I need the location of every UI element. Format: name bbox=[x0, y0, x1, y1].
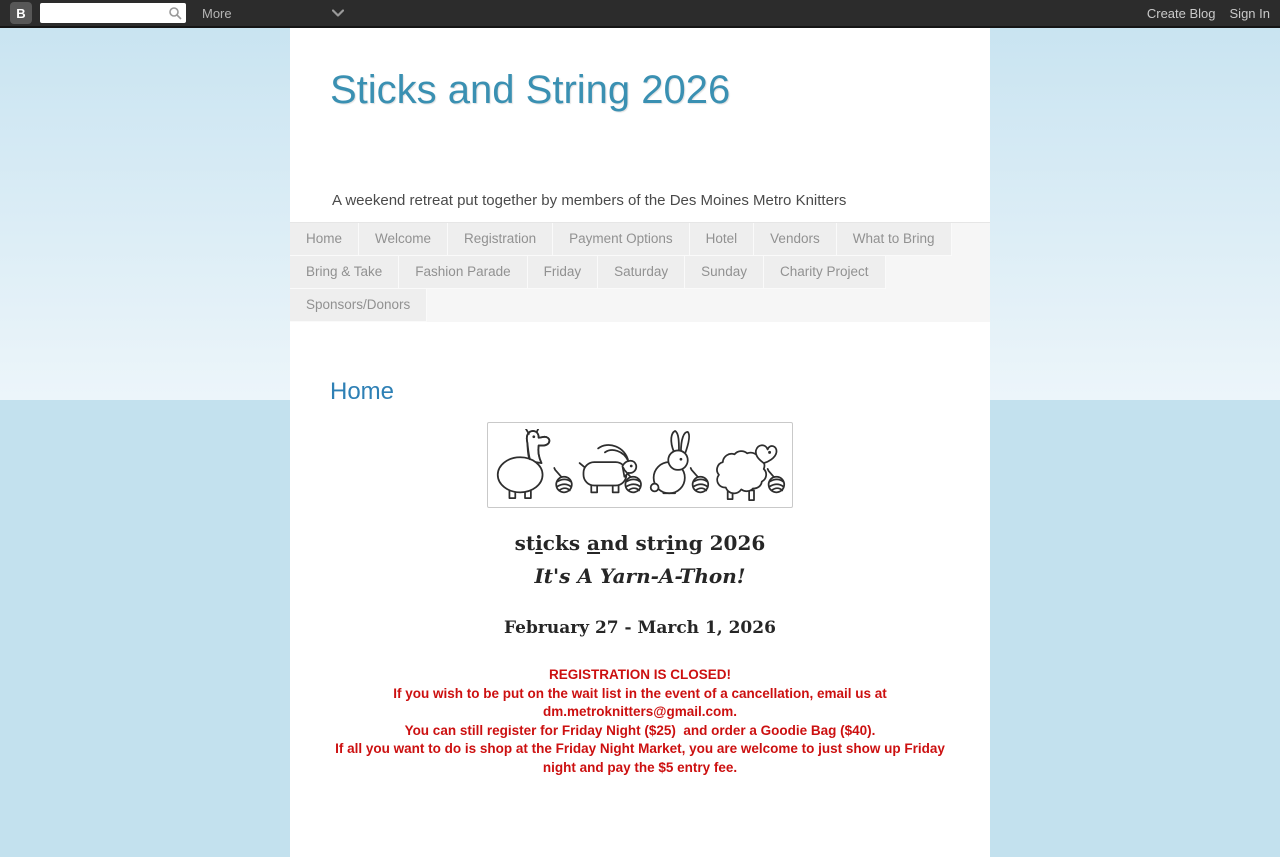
post-title[interactable]: Home bbox=[330, 378, 395, 405]
registration-notice bbox=[330, 666, 950, 777]
nav-tab-welcome[interactable]: Welcome bbox=[359, 223, 448, 256]
post-body bbox=[290, 322, 990, 857]
nav-tab-row bbox=[290, 256, 990, 289]
blog-header bbox=[290, 28, 990, 210]
nav-tab-charity-project[interactable]: Charity Project bbox=[764, 256, 886, 289]
more-dropdown-label: More bbox=[202, 5, 232, 21]
fiber-animals-illustration bbox=[492, 429, 788, 505]
sign-in-link[interactable]: Sign In bbox=[1229, 5, 1270, 21]
create-blog-link[interactable]: Create Blog bbox=[1146, 5, 1216, 21]
nav-tab-hotel[interactable]: Hotel bbox=[690, 223, 755, 256]
search-icon[interactable] bbox=[168, 6, 182, 20]
navbar-search-box bbox=[40, 3, 186, 23]
blogger-logo-icon[interactable]: B bbox=[10, 2, 32, 24]
notice-line: If you wish to be put on the wait list in the event of a cancellation, email us at dm.metroknitters@gmail.com. bbox=[393, 685, 891, 719]
blogger-navbar bbox=[0, 0, 1280, 28]
notice-line: REGISTRATION IS CLOSED! bbox=[548, 667, 731, 682]
nav-tab-home[interactable]: Home bbox=[290, 223, 359, 256]
nav-tab-vendors[interactable]: Vendors bbox=[754, 223, 837, 256]
yarn-ball-icon bbox=[768, 469, 785, 492]
blog-column bbox=[290, 28, 990, 857]
nav-tab-payment-options[interactable]: Payment Options bbox=[553, 223, 690, 256]
nav-tab-row bbox=[290, 223, 990, 256]
event-name-segment: cks bbox=[542, 531, 588, 555]
event-dates: February 27 - March 1, 2026 bbox=[504, 618, 776, 638]
event-name-segment: st bbox=[514, 531, 536, 555]
event-name-segment: ng 2026 bbox=[674, 531, 766, 555]
nav-tab-fashion-parade[interactable]: Fashion Parade bbox=[399, 256, 527, 289]
event-name-segment: a bbox=[587, 531, 601, 555]
more-dropdown[interactable] bbox=[202, 6, 348, 21]
banner-image[interactable] bbox=[487, 422, 793, 508]
blog-description: A weekend retreat put together by members of the Des Moines Metro Knitters bbox=[332, 192, 847, 209]
event-name-segment: i bbox=[535, 531, 543, 555]
rabbit-drawing bbox=[651, 431, 689, 493]
nav-tab-sponsors-donors[interactable]: Sponsors/Donors bbox=[290, 289, 427, 322]
search-input[interactable] bbox=[44, 4, 164, 22]
nav-tab-what-to-bring[interactable]: What to Bring bbox=[837, 223, 952, 256]
event-tagline: It's A Yarn-A-Thon! bbox=[534, 564, 746, 588]
nav-tab-registration[interactable]: Registration bbox=[448, 223, 553, 256]
event-name-segment: nd str bbox=[600, 531, 667, 555]
sheep-drawing bbox=[717, 445, 776, 500]
nav-tab-bring-take[interactable]: Bring & Take bbox=[290, 256, 399, 289]
nav-tab-sunday[interactable]: Sunday bbox=[685, 256, 764, 289]
nav-tabs bbox=[290, 222, 990, 322]
yarn-ball-icon bbox=[691, 468, 709, 492]
chevron-down-icon bbox=[332, 9, 344, 17]
nav-tab-saturday[interactable]: Saturday bbox=[598, 256, 685, 289]
nav-tab-row bbox=[290, 289, 990, 322]
event-name-segment: i bbox=[666, 531, 675, 555]
event-name-heading bbox=[330, 531, 950, 555]
alpaca-drawing bbox=[498, 429, 550, 498]
banner-wrapper bbox=[330, 422, 950, 513]
nav-tab-friday[interactable]: Friday bbox=[528, 256, 599, 289]
blog-title[interactable]: Sticks and String 2026 bbox=[330, 68, 731, 112]
notice-line: You can still register for Friday Night ($25) and order a Goodie Bag ($40). bbox=[404, 722, 876, 738]
notice-line: If all you want to do is shop at the Friday Night Market, you are welcome to just show up Friday night and pay the $5 entry fee. bbox=[335, 741, 949, 775]
yarn-ball-icon bbox=[554, 468, 572, 492]
